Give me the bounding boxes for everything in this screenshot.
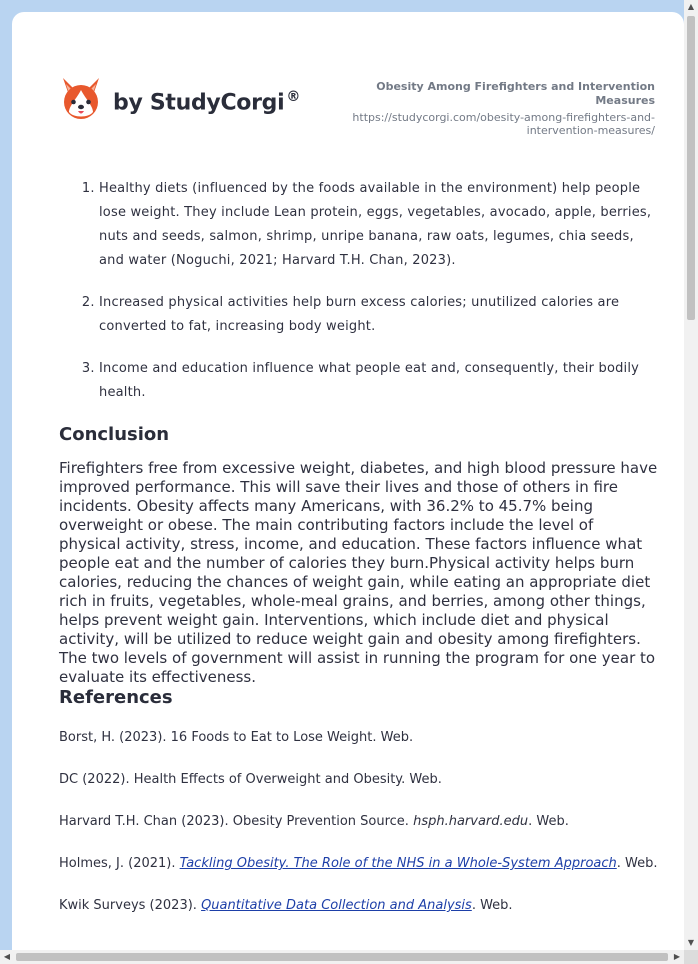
reference-text: Holmes, J. (2021). xyxy=(59,856,180,871)
studycorgi-logo[interactable] xyxy=(60,76,300,122)
vertical-scrollbar[interactable] xyxy=(684,0,698,950)
horizontal-scroll-thumb[interactable] xyxy=(16,953,668,961)
document-page xyxy=(12,12,684,964)
reference-link[interactable]: Tackling Obesity. The Role of the NHS in a Whole-System Approach xyxy=(179,856,617,871)
reference-text: Borst, H. (2023). 16 Foods to Eat to Lose Weight. Web. xyxy=(59,730,414,745)
document-meta xyxy=(325,80,655,137)
registered-mark: ® xyxy=(286,88,301,105)
reference-text: DC (2022). Health Effects of Overweight and Obesity. Web. xyxy=(59,772,442,787)
numbered-list xyxy=(59,177,659,405)
vertical-scroll-thumb[interactable] xyxy=(687,16,695,320)
reference-link[interactable]: Quantitative Data Collection and Analysis xyxy=(201,898,472,913)
horizontal-scrollbar[interactable] xyxy=(0,950,684,964)
reference-item xyxy=(59,768,659,792)
reference-item xyxy=(59,810,659,834)
reference-item xyxy=(59,726,659,750)
document-title: Obesity Among Firefighters and Intervention Measures xyxy=(376,80,655,107)
list-item: 3. Income and education influence what people eat and, consequently, their bodily health. xyxy=(99,357,659,405)
list-item: 2. Increased physical activities help burn excess calories; unutilized calories are converted to fat, increasing body weight. xyxy=(99,291,659,339)
reference-item xyxy=(59,852,659,876)
reference-text: Harvard T.H. Chan (2023). Obesity Prevention Source. xyxy=(59,814,414,829)
references-list xyxy=(59,726,659,918)
references-heading: References xyxy=(59,687,173,708)
arrow-up-icon[interactable]: ▲ xyxy=(687,2,695,11)
conclusion-paragraph: Firefighters free from excessive weight, diabetes, and high blood pressure have improved performance. This will save their lives and those of others in fire incidents. Obesity affects many Americans, with 36.2% to 45.7% being overweight or obese. The main contributing factors include the level of physical activity, stress, income, and education. These factors influence what people eat and the number of calories they burn.Physical activity helps burn calories, reducing the chances of weight gain, while eating an appropriate diet rich in fruits, vegetables, whole-meal grains, and berries, among other things, helps prevent weight gain. Interventions, which include diet and physical activity, will be utilized to reduce weight gain and obesity among firefighters. The two levels of government will assist in running the program for one year to evaluate its effectiveness. xyxy=(59,459,658,686)
reference-suffix: . Web. xyxy=(616,856,658,871)
scrollbar-corner xyxy=(684,950,698,964)
reference-text: Kwik Surveys (2023). xyxy=(59,898,202,913)
list-item: 1. Healthy diets (influenced by the foods available in the environment) help people lose weight. They include Lean protein, eggs, vegetables, avocado, apple, berries, nuts and seeds, salmon, shrimp, unripe banana, raw oats, legumes, chia seeds, and water (Noguchi, 2021; Harvard T.H. Chan, 2023). xyxy=(99,177,659,273)
reference-suffix: . Web. xyxy=(471,898,513,913)
document-body xyxy=(59,177,659,936)
arrow-down-icon[interactable]: ▼ xyxy=(687,938,695,947)
arrow-left-icon[interactable]: ◀ xyxy=(3,952,11,961)
document-url[interactable]: https://studycorgi.com/obesity-among-firefighters-and-intervention-measures/ xyxy=(352,111,655,137)
arrow-right-icon[interactable]: ▶ xyxy=(673,952,681,961)
reference-suffix: . Web. xyxy=(528,814,569,829)
reference-italic: hsph.harvard.edu xyxy=(413,814,529,829)
reference-item xyxy=(59,894,659,918)
conclusion-heading: Conclusion xyxy=(59,424,170,445)
logo-text: by StudyCorgi xyxy=(113,90,285,116)
corgi-logo-icon xyxy=(60,76,102,122)
logo-wordmark xyxy=(113,89,300,115)
